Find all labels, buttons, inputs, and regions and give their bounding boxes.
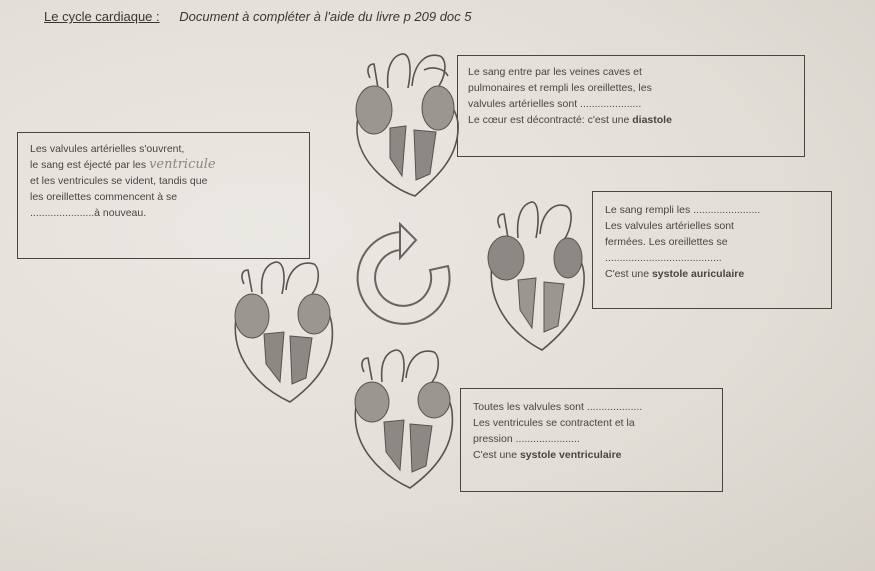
heart-diagram-bottom <box>340 348 460 498</box>
ejection-line-5: ......................à nouveau. <box>30 207 147 219</box>
auriculaire-line-2: Les valvules artérielles sont <box>605 220 734 232</box>
ventriculaire-line-4: C'est une systole ventriculaire <box>473 449 622 461</box>
ejection-line-1: Les valvules artérielles s'ouvrent, <box>30 143 185 155</box>
box-systole-ventriculaire <box>460 388 723 492</box>
diastole-line-1: Le sang entre par les veines caves et <box>468 66 642 78</box>
ventriculaire-line-3: pression ...................... <box>473 433 580 445</box>
cycle-arrow-icon <box>352 222 460 334</box>
ventriculaire-line-1: Toutes les valvules sont ................... <box>473 401 643 413</box>
box-diastole <box>457 55 805 157</box>
auriculaire-line-5: C'est une systole auriculaire <box>605 268 745 280</box>
diastole-line-2: pulmonaires et rempli les oreillettes, les <box>468 82 652 94</box>
auriculaire-line-3: fermées. Les oreillettes se <box>605 236 728 248</box>
box-ejection <box>17 132 310 259</box>
page-title: Le cycle cardiaque : <box>44 9 160 24</box>
ejection-line-3: et les ventricules se vident, tandis que <box>30 175 208 187</box>
auriculaire-line-4: ........................................ <box>605 252 722 264</box>
page-subtitle: Document à compléter à l'aide du livre p 209 doc 5 <box>179 9 472 24</box>
ejection-line-2: le sang est éjecté par les ventricule <box>30 157 216 172</box>
diastole-line-4: Le cœur est décontracté: c'est une diastole <box>468 114 672 126</box>
heart-diagram-left <box>220 258 340 408</box>
heart-diagram-top <box>340 48 470 198</box>
ventriculaire-line-2: Les ventricules se contractent et la <box>473 417 635 429</box>
ejection-line-4: les oreillettes commencent à se <box>30 191 178 203</box>
auriculaire-line-1: Le sang rempli les ....................... <box>605 204 761 216</box>
handwritten-answer: ventricule <box>149 157 216 172</box>
box-systole-auriculaire <box>592 191 832 309</box>
heart-diagram-right <box>478 198 590 358</box>
diastole-line-3: valvules artérielles sont ..................... <box>468 98 642 110</box>
header <box>44 9 472 24</box>
